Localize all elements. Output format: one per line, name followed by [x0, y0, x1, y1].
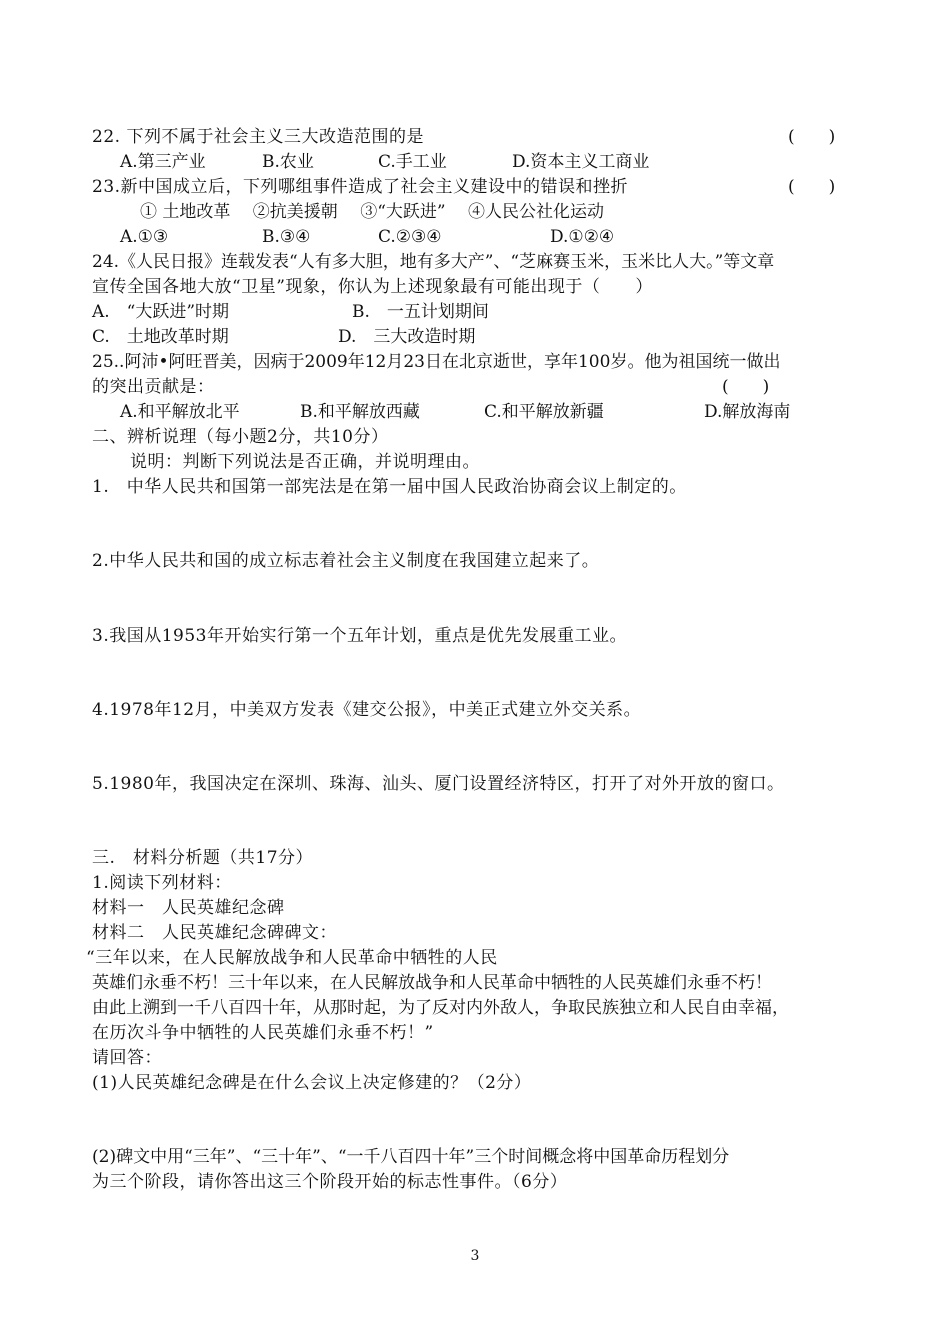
- section2-item-4: 4.1978年12月，中美双方发表《建交公报》，中美正式建立外交关系。: [92, 700, 642, 720]
- answer-prompt: 请回答：: [92, 1048, 162, 1068]
- inscription-line-2: 英雄们永垂不朽！三十年以来，在人民解放战争和人民革命中牺牲的人民英雄们永垂不朽！: [92, 973, 772, 993]
- q24-stem-line1: 24.《人民日报》连载发表“人有多大胆，地有多大产”、“芝麻赛玉米，玉米比人大。”等文章: [92, 252, 775, 272]
- inscription-line-4: 在历次斗争中牺牲的人民英雄们永垂不朽！”: [92, 1023, 434, 1043]
- material-1: 材料一 人民英雄纪念碑: [92, 898, 285, 918]
- q25-stem-line1: 25..阿沛•阿旺晋美，因病于2009年12月23日在北京逝世，享年100岁。他为祖国统一做出: [92, 352, 781, 372]
- q23-option-b: B.③④: [262, 227, 311, 247]
- inscription-line-3: 由此上溯到一千八百四十年，从那时起，为了反对内外敌人，争取民族独立和人民自由幸福，: [92, 998, 789, 1018]
- section2-title: 二、辨析说理（每小题2分，共10分）: [92, 427, 389, 447]
- section3-intro: 1.阅读下列材料：: [92, 873, 232, 893]
- q23-answer-paren: ( ): [788, 177, 836, 197]
- q23-option-c: C.②③④: [378, 227, 442, 247]
- section2-item-2: 2.中华人民共和国的成立标志着社会主义制度在我国建立起来了。: [92, 551, 600, 571]
- q24-option-a: A. “大跃进”时期: [92, 302, 230, 322]
- q23-stem: 23.新中国成立后，下列哪组事件造成了社会主义建设中的错误和挫折: [92, 177, 629, 197]
- q23-option-a: A.①③: [120, 227, 169, 247]
- q22-answer-paren: ( ): [788, 127, 836, 147]
- section2-note: 说明：判断下列说法是否正确，并说明理由。: [130, 452, 480, 472]
- q23-option-d: D.①②④: [550, 227, 615, 247]
- inscription-line-1: “三年以来，在人民解放战争和人民革命中牺牲的人民: [86, 948, 498, 968]
- page-number: 3: [470, 1248, 480, 1264]
- q22-option-a: A.第三产业: [120, 152, 206, 172]
- section2-item-1: 1. 中华人民共和国第一部宪法是在第一届中国人民政治协商会议上制定的。: [92, 477, 687, 497]
- section2-item-5: 5.1980年，我国决定在深圳、珠海、汕头、厦门设置经济特区，打开了对外开放的窗口。: [92, 774, 785, 794]
- q22-option-b: B.农业: [262, 152, 314, 172]
- q22-option-c: C.手工业: [378, 152, 447, 172]
- q22-option-d: D.资本主义工商业: [512, 152, 650, 172]
- q25-option-c: C.和平解放新疆: [484, 402, 604, 422]
- section2-item-3: 3.我国从1953年开始实行第一个五年计划，重点是优先发展重工业。: [92, 626, 627, 646]
- q22-stem: 22. 下列不属于社会主义三大改造范围的是: [92, 127, 424, 147]
- question-2-line2: 为三个阶段，请你答出这三个阶段开始的标志性事件。（6分）: [92, 1172, 568, 1192]
- question-1: (1)人民英雄纪念碑是在什么会议上决定修建的？（2分）: [92, 1073, 532, 1093]
- question-2-line1: (2)碑文中用“三年”、“三十年”、“一千八百四十年”三个时间概念将中国革命历程划分: [92, 1147, 730, 1167]
- q24-stem-line2: 宣传全国各地大放“卫星”现象，你认为上述现象最有可能出现于（ ）: [92, 277, 653, 297]
- q25-option-b: B.和平解放西藏: [300, 402, 420, 422]
- q25-stem-line2: 的突出贡献是：: [92, 377, 215, 397]
- q23-items: ① 土地改革 ②抗美援朝 ③“大跃进” ④人民公社化运动: [140, 202, 604, 222]
- q25-option-a: A.和平解放北平: [120, 402, 240, 422]
- q24-option-c: C. 土地改革时期: [92, 327, 229, 347]
- q25-option-d: D.解放海南: [704, 402, 791, 422]
- q24-option-d: D. 三大改造时期: [338, 327, 476, 347]
- q25-answer-paren: ( ): [722, 377, 770, 397]
- section3-title: 三. 材料分析题（共17分）: [92, 848, 314, 868]
- material-2: 材料二 人民英雄纪念碑碑文：: [92, 923, 337, 943]
- q24-option-b: B. 一五计划期间: [352, 302, 489, 322]
